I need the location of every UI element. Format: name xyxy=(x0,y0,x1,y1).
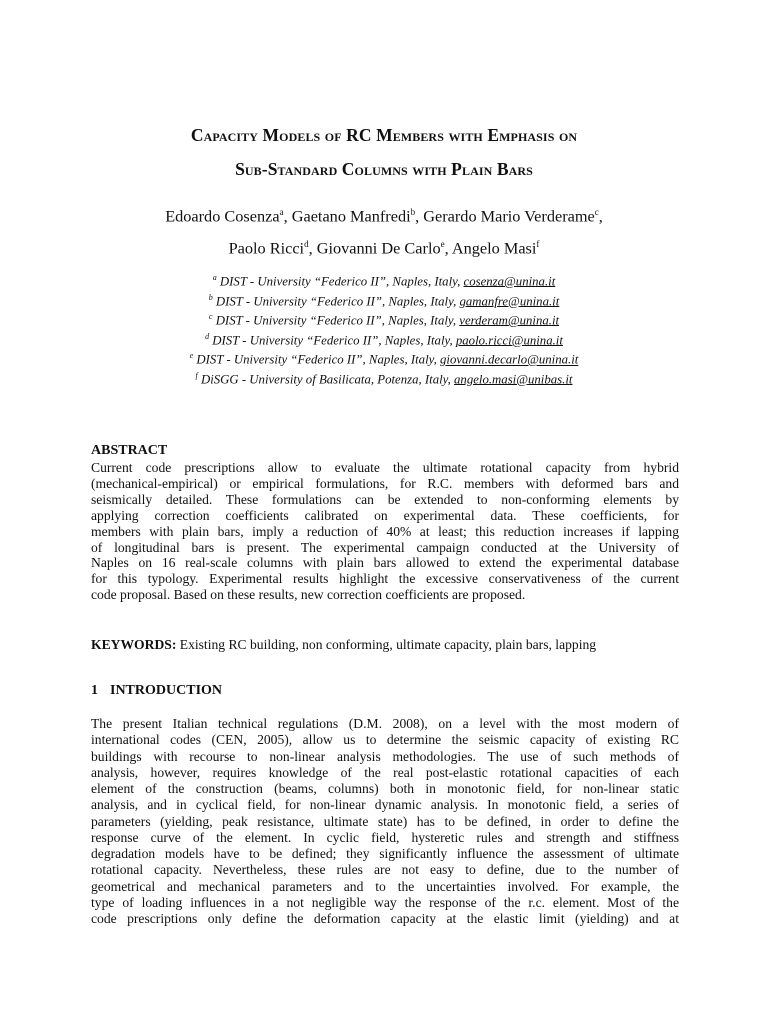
author-affiliation-mark: a xyxy=(279,207,284,217)
affiliation-mark: e xyxy=(189,351,194,361)
section-heading xyxy=(91,683,222,699)
abstract-heading: ABSTRACT xyxy=(91,443,168,458)
affiliation-item xyxy=(60,329,708,349)
author-affiliation-mark: f xyxy=(536,239,540,250)
email-link[interactable]: giovanni.decarlo@unina.it xyxy=(440,352,579,367)
introduction-body xyxy=(91,716,679,927)
body-line: code prescriptions only define the deformation capacity at the elastic limit (yielding) and at xyxy=(91,911,679,926)
email-link[interactable]: paolo.ricci@unina.it xyxy=(455,332,563,347)
affiliation-mark: d xyxy=(205,331,210,341)
abstract-line: code proposal. Based on these results, new correction coefficients are proposed. xyxy=(91,587,526,603)
abstract-line: Naples on 16 real-scale columns with plain bars allowed to extend the experimental database xyxy=(91,555,679,571)
body-line: type of loading influences in a not negligible way the response of the r.c. element. Most of the xyxy=(91,894,679,910)
author-name: Angelo Masi xyxy=(451,238,537,258)
title-line-2: Sub-Standard Columns with Plain Bars xyxy=(235,159,533,179)
abstract-section xyxy=(91,442,679,603)
author-name: Gaetano Manfredi xyxy=(291,206,411,226)
author-line-2: Paolo Ricci$^d$, Giovanni De Carlo$^e$, Angelo Masi$^f$ xyxy=(228,238,540,258)
section-title: INTRODUCTION xyxy=(110,683,223,698)
author-affiliation-mark: d xyxy=(304,239,309,250)
affiliation-mark: a xyxy=(212,273,217,282)
affiliation-item xyxy=(60,270,708,290)
affiliation-item xyxy=(60,368,708,388)
abstract-line: seismically detailed. These formulations can be extended to non-conforming elements by xyxy=(91,491,679,507)
body-line: geometrical and mechanical parameters and to the uncertainties involved. For example, the xyxy=(91,878,679,894)
affiliation-text: DiSGG - University of Basilicata, Potenza, Italy, xyxy=(200,372,455,387)
body-line: analysis, however, requires knowledge of the real post-elastic rotational capacities of each xyxy=(91,764,679,780)
affiliation-mark: f xyxy=(195,370,198,380)
affiliation-text: DIST - University “Federico II”, Naples, Italy, xyxy=(196,352,441,367)
keywords-label: KEYWORDS: xyxy=(91,637,177,652)
affiliation-text: DIST - University “Federico II”, Naples, Italy, xyxy=(219,274,464,289)
body-line: parameters (yielding, peak resistance, ultimate state) has to be defined, in order to define the xyxy=(91,813,679,829)
author-affiliation-mark: e xyxy=(440,239,445,250)
author-name: Giovanni De Carlo xyxy=(316,238,441,258)
title-line-1: Capacity Models of RC Members with Emphasis on xyxy=(190,125,578,145)
abstract-line: of longitudinal bars is present. The experimental campaign conducted at the University of xyxy=(91,539,679,555)
affiliation-mark: c xyxy=(208,312,213,322)
body-line: analysis, and in cyclical field, for non-linear dynamic analysis. In monotonic field, a series of xyxy=(91,797,679,813)
body-line: The present Italian technical regulations (D.M. 2008), on a level with the most modern of xyxy=(91,716,679,731)
author-name: Paolo Ricci xyxy=(228,238,305,258)
abstract-line: for this typology. Experimental results highlight the excessive conservativeness of the current xyxy=(91,571,679,587)
keywords-line xyxy=(91,637,679,653)
email-link[interactable]: angelo.masi@unibas.it xyxy=(454,372,573,387)
affiliation-mark: b xyxy=(208,292,213,302)
affiliation-text: DIST - University “Federico II”, Naples, Italy, xyxy=(212,332,456,347)
author-list xyxy=(60,198,708,263)
section-number: 1 xyxy=(91,683,98,698)
body-line: element of the construction (beams, columns) both in monotonic field, for non-linear static xyxy=(91,781,679,796)
author-affiliation-mark: b xyxy=(410,207,416,217)
abstract-line: applying correction coefficients calibrated on experimental data. These coefficients, for xyxy=(91,507,679,523)
author-line-1: Edoardo Cosenza$^a$, Gaetano Manfredi$^b$, Gerardo Mario Verderame$^c$, xyxy=(165,206,603,226)
body-line: degradation models have to be defined; they significantly influence the assessment of ultimate xyxy=(91,846,679,861)
body-line: response curve of the element. In cyclic field, hysteretic rules and strength and stiffness xyxy=(91,829,679,845)
paper-title xyxy=(60,118,708,186)
author-name: Gerardo Mario Verderame xyxy=(423,206,595,226)
abstract-line: Current code prescriptions allow to evaluate the ultimate rotational capacity from hybrid xyxy=(91,460,679,475)
email-link[interactable]: cosenza@unina.it xyxy=(463,274,556,289)
affiliation-item xyxy=(60,348,708,368)
keywords-text: Existing RC building, non conforming, ultimate capacity, plain bars, lapping xyxy=(179,637,597,652)
affiliation-item xyxy=(60,290,708,310)
affiliation-item xyxy=(60,309,708,329)
affiliation-text: DIST - University “Federico II”, Naples, Italy, xyxy=(215,293,460,308)
affiliation-text: DIST - University “Federico II”, Naples, Italy, xyxy=(215,313,460,328)
body-line: international codes (CEN, 2005), allow us to determine the seismic capacity of existing RC xyxy=(91,732,679,748)
body-line: rotational capacity. Nevertheless, these rules are not easy to define, due to the number of xyxy=(91,862,679,878)
author-affiliation-mark: c xyxy=(594,207,599,217)
body-line: buildings with recourse to non-linear analysis methodologies. The use of such methods of xyxy=(91,748,679,764)
abstract-line: members with plain bars, imply a reduction of 40% at least; this reduction increases if lapping xyxy=(91,523,679,539)
abstract-line: (mechanical-empirical) or empirical formulations, for R.C. members with deformed bars and xyxy=(91,475,679,491)
affiliation-list xyxy=(60,270,708,387)
email-link[interactable]: gamanfre@unina.it xyxy=(459,293,560,308)
author-name: Edoardo Cosenza xyxy=(165,206,280,226)
email-link[interactable]: verderam@unina.it xyxy=(459,313,560,328)
